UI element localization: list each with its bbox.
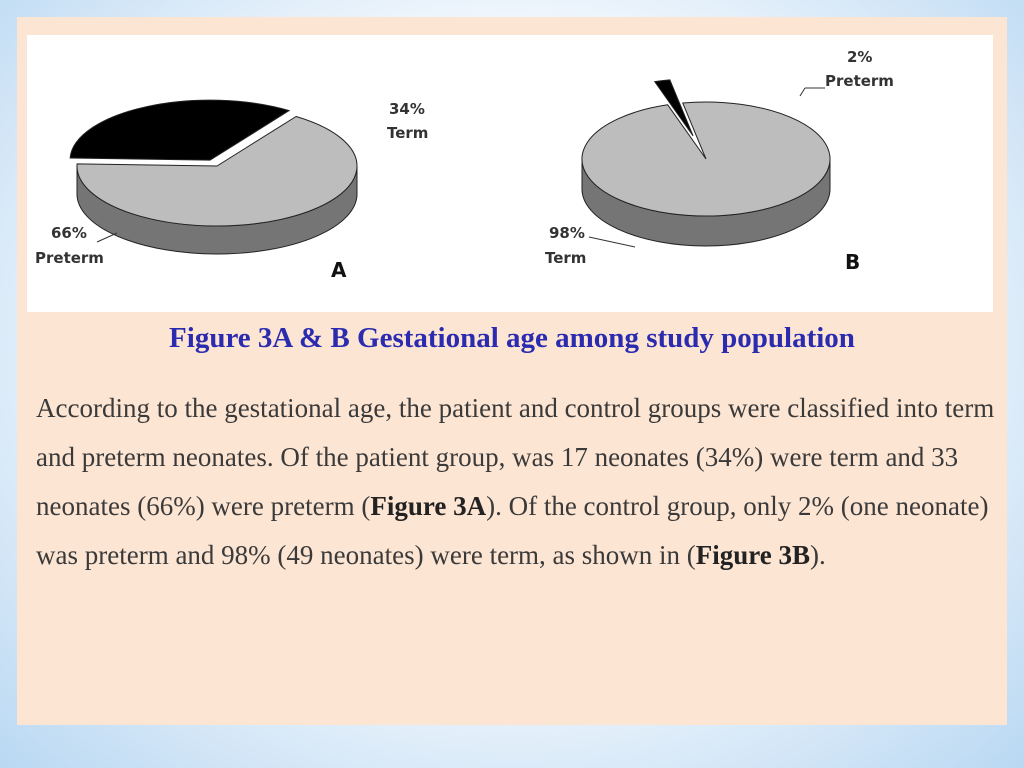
figure-caption: Figure 3A & B Gestational age among study population <box>169 322 855 354</box>
label-a-preterm-name: Preterm <box>35 249 104 267</box>
panel-letter-b: B <box>845 250 861 274</box>
pie-b-slice-term <box>582 102 830 216</box>
label-b-preterm-percent: 2% <box>847 48 873 66</box>
pie-charts <box>27 35 993 312</box>
leader-line-a-preterm <box>97 233 117 242</box>
paragraph-text-1: According to the gestational age, the patient and control groups were classified into term and preterm neonates. Of the patient group, was 17 neonates (34%) were term and 33 neonates (66%) were preterm ( <box>36 393 995 521</box>
panel-letter-a: A <box>331 258 347 282</box>
figure-3b-reference: Figure 3B <box>695 540 811 570</box>
leader-line-b-preterm-2 <box>800 88 805 96</box>
label-a-preterm-percent: 66% <box>51 224 87 242</box>
label-b-term-percent: 98% <box>549 224 585 242</box>
label-a-term-name: Term <box>387 124 429 142</box>
label-b-preterm-name: Preterm <box>825 72 894 90</box>
pie-chart-b <box>545 48 894 274</box>
label-b-term-name: Term <box>545 249 587 267</box>
paragraph-text-2: ). Of the control group, only 2% (one neonate) was preterm and 98% (49 neonates) were term, as shown in ( <box>36 491 989 570</box>
label-a-term-percent: 34% <box>389 100 425 118</box>
figure-3a-reference: Figure 3A <box>370 491 487 521</box>
body-paragraph <box>36 384 996 580</box>
pie-chart-a <box>35 100 428 282</box>
leader-line-b-term <box>589 237 635 247</box>
figure-box <box>27 35 993 312</box>
paragraph-text-3: ). <box>810 540 826 570</box>
